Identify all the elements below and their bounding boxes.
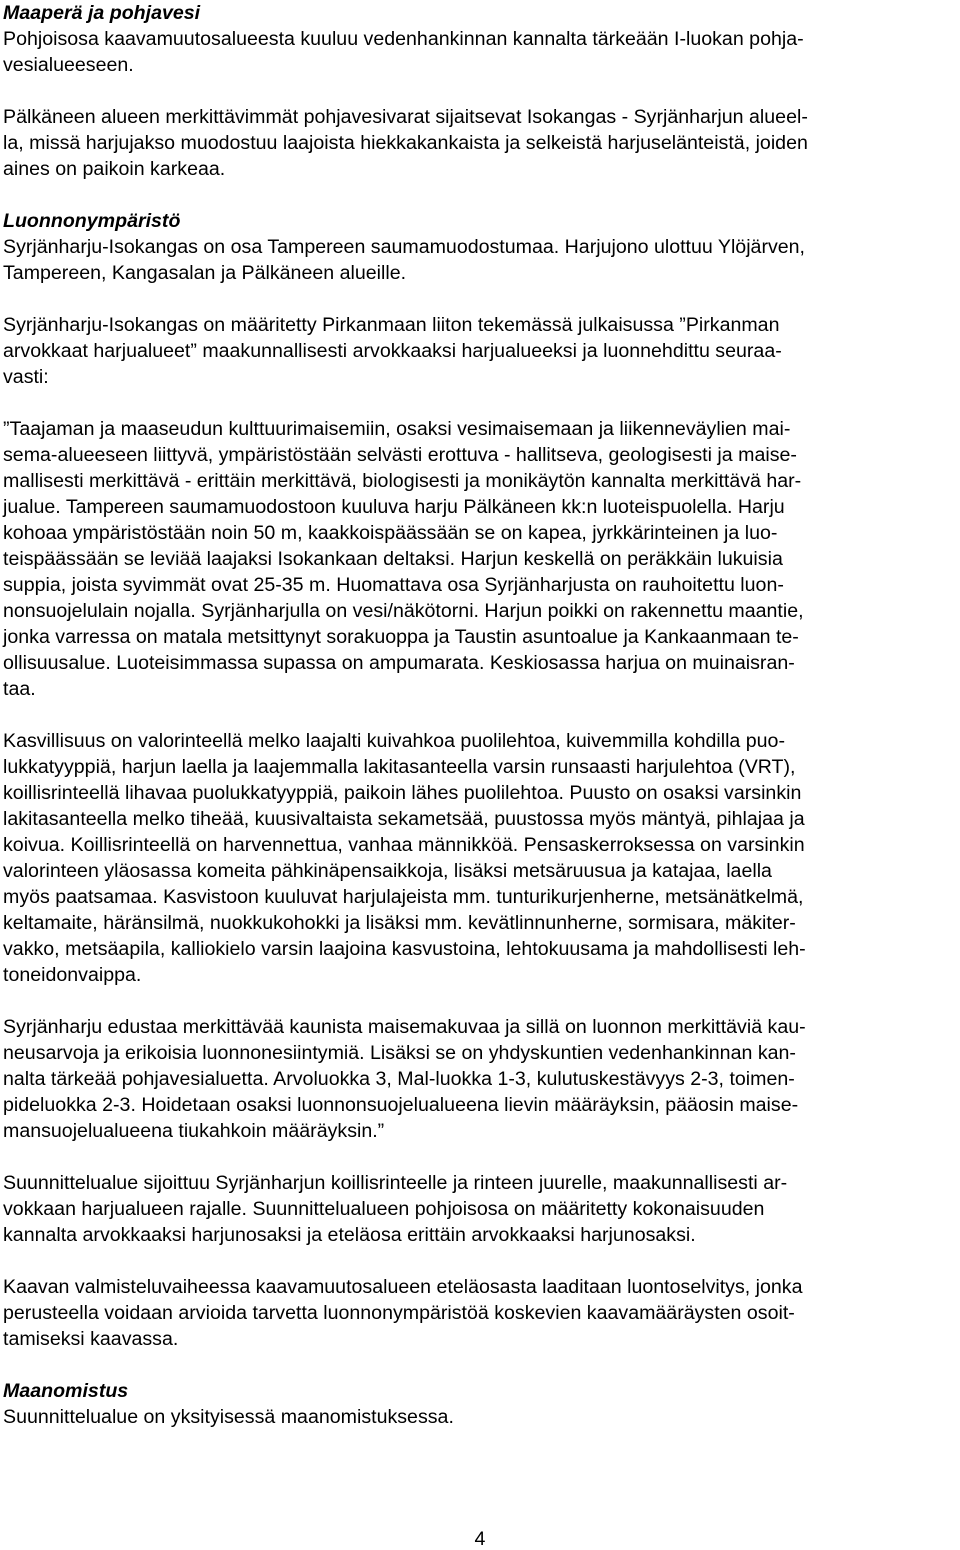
text-line: vesialueeseen. bbox=[3, 54, 134, 76]
quoted-paragraph bbox=[3, 416, 957, 702]
text-line: vokkaan harjualueen rajalle. Suunnittelualueen pohjoisosa on määritetty kokonaisuuden bbox=[3, 1198, 765, 1220]
section-maanomistus bbox=[3, 1378, 957, 1430]
text-line: Tampereen, Kangasalan ja Pälkäneen alueille. bbox=[3, 262, 407, 284]
text-line: Syrjänharju edustaa merkittävää kaunista maisemakuvaa ja sillä on luonnon merkittäviä kau- bbox=[3, 1016, 806, 1038]
section-luonnonymparisto bbox=[3, 208, 957, 1352]
text-line: la, missä harjujakso muodostuu laajoista hiekkakankaista ja selkeistä harjuselänteistä, joiden bbox=[3, 132, 808, 154]
section-heading: Maaperä ja pohjavesi bbox=[3, 2, 201, 24]
text-line: ”Taajaman ja maaseudun kulttuurimaisemiin, osaksi vesimaisemaan ja liikenneväylien mai- bbox=[3, 418, 791, 440]
text-line: neusarvoja ja erikoisia luonnonesiintymiä. Lisäksi se on yhdyskuntien vedenhankinnan kan- bbox=[3, 1042, 796, 1064]
text-line: vakko, metsäapila, kalliokielo varsin laajoina kasvustoina, lehtokuusama ja mahdollisesti leh- bbox=[3, 938, 806, 960]
text-line: nalta tärkeää pohjavesialuetta. Arvoluokka 3, Mal-luokka 1-3, kulutuskestävyys 2-3, toimen- bbox=[3, 1068, 795, 1090]
text-line: mansuojelualueena tiukahkoin määräyksin.” bbox=[3, 1120, 385, 1142]
text-line: myös paatsamaa. Kasvistoon kuuluvat harjulajeista mm. tunturikurjenherne, metsänätkelmä, bbox=[3, 886, 804, 908]
text-line: taa. bbox=[3, 678, 36, 700]
text-line: kannalta arvokkaaksi harjunosaksi ja eteläosa erittäin arvokkaaksi harjunosaksi. bbox=[3, 1224, 696, 1246]
paragraph bbox=[3, 312, 957, 390]
text-line: aines on paikoin karkeaa. bbox=[3, 158, 226, 180]
text-line: suppia, joista syvimmät ovat 25-35 m. Huomattava osa Syrjänharjusta on rauhoitettu luon- bbox=[3, 574, 784, 596]
section-heading: Luonnonympäristö bbox=[3, 210, 181, 232]
text-line: kohoaa ympäristöstään noin 50 m, kaakkoispäässään se on kapea, jyrkkärinteinen ja luo- bbox=[3, 522, 778, 544]
text-line: Pälkäneen alueen merkittävimmät pohjavesivarat sijaitsevat Isokangas - Syrjänharjun alueel- bbox=[3, 106, 808, 128]
paragraph bbox=[3, 234, 957, 286]
text-line: pideluokka 2-3. Hoidetaan osaksi luonnonsuojelualueena lievin määräyksin, pääosin maise- bbox=[3, 1094, 799, 1116]
text-line: koillisrinteellä lihavaa puolukkatyyppiä, paikoin lähes puolilehtoa. Puusto on osaksi varsinkin bbox=[3, 782, 802, 804]
text-line: lukkatyyppiä, harjun laella ja laajemmalla lakitasanteella varsin runsaasti harjulehtoa (VRT), bbox=[3, 756, 796, 778]
document-body bbox=[3, 0, 957, 1430]
text-line: mallisesti merkittävä - erittäin merkittävä, biologisesti ja monikäytön kannalta merkittävä har- bbox=[3, 470, 802, 492]
quoted-paragraph bbox=[3, 728, 957, 988]
text-line: tamiseksi kaavassa. bbox=[3, 1328, 179, 1350]
text-line: Syrjänharju-Isokangas on määritetty Pirkanmaan liiton tekemässä julkaisussa ”Pirkanman bbox=[3, 314, 780, 336]
paragraph bbox=[3, 1274, 957, 1352]
text-line: Kasvillisuus on valorinteellä melko laajalti kuivahkoa puolilehtoa, kuivemmilla kohdilla puo- bbox=[3, 730, 785, 752]
paragraph bbox=[3, 26, 957, 78]
page-number: 4 bbox=[474, 1528, 486, 1550]
text-line: perusteella voidaan arvioida tarvetta luonnonympäristöä koskevien kaavamääräysten osoit- bbox=[3, 1302, 795, 1324]
text-line: jualue. Tampereen saumamuodostoon kuuluva harju Pälkäneen kk:n luoteispuolella. Harju bbox=[3, 496, 785, 518]
text-line: Suunnittelualue sijoittuu Syrjänharjun koillisrinteelle ja rinteen juurelle, maakunnallisesti ar- bbox=[3, 1172, 788, 1194]
paragraph bbox=[3, 1404, 957, 1430]
text-line: Suunnittelualue on yksityisessä maanomistuksessa. bbox=[3, 1406, 454, 1428]
text-line: nonsuojelulain nojalla. Syrjänharjulla on vesi/näkötorni. Harjun poikki on rakennettu maantie, bbox=[3, 600, 804, 622]
text-line: Syrjänharju-Isokangas on osa Tampereen saumamuodostumaa. Harjujono ulottuu Ylöjärven, bbox=[3, 236, 806, 258]
paragraph bbox=[3, 1170, 957, 1248]
quoted-paragraph bbox=[3, 1014, 957, 1144]
text-line: Kaavan valmisteluvaiheessa kaavamuutosalueen eteläosasta laaditaan luontoselvitys, jonka bbox=[3, 1276, 803, 1298]
paragraph bbox=[3, 104, 957, 182]
text-line: lakitasanteella melko tiheää, kuusivaltaista sekametsää, puustossa myös mäntyä, pihlajaa ja bbox=[3, 808, 805, 830]
text-line: Pohjoisosa kaavamuutosalueesta kuuluu vedenhankinnan kannalta tärkeään I-luokan pohja- bbox=[3, 28, 804, 50]
section-maapera bbox=[3, 0, 957, 182]
text-line: teispäässään se leviää laajaksi Isokankaan deltaksi. Harjun keskellä on peräkkäin lukuisia bbox=[3, 548, 783, 570]
text-line: arvokkaat harjualueet” maakunnallisesti arvokkaaksi harjualueeksi ja luonnehdittu seuraa- bbox=[3, 340, 782, 362]
text-line: ollisuusalue. Luoteisimmassa supassa on ampumarata. Keskiosassa harjua on muinaisran- bbox=[3, 652, 795, 674]
text-line: jonka varressa on matala metsittynyt sorakuoppa ja Taustin asuntoalue ja Kankaanmaan te- bbox=[3, 626, 799, 648]
text-line: toneidonvaippa. bbox=[3, 964, 142, 986]
text-line: sema-alueeseen liittyvä, ympäristöstään selvästi erottuva - hallitseva, geologisesti ja maise- bbox=[3, 444, 797, 466]
section-heading: Maanomistus bbox=[3, 1380, 129, 1402]
text-line: vasti: bbox=[3, 366, 49, 388]
text-line: keltamaite, häränsilmä, nuokkukohokki ja lisäksi mm. kevätlinnunherne, sormisara, mäkiter- bbox=[3, 912, 796, 934]
text-line: valorinteen yläosassa komeita pähkinäpensaikkoja, lisäksi metsäruusua ja katajaa, laella bbox=[3, 860, 772, 882]
text-line: koivua. Koillisrinteellä on harvennettua, vanhaa männikköä. Pensaskerroksessa on varsinkin bbox=[3, 834, 805, 856]
